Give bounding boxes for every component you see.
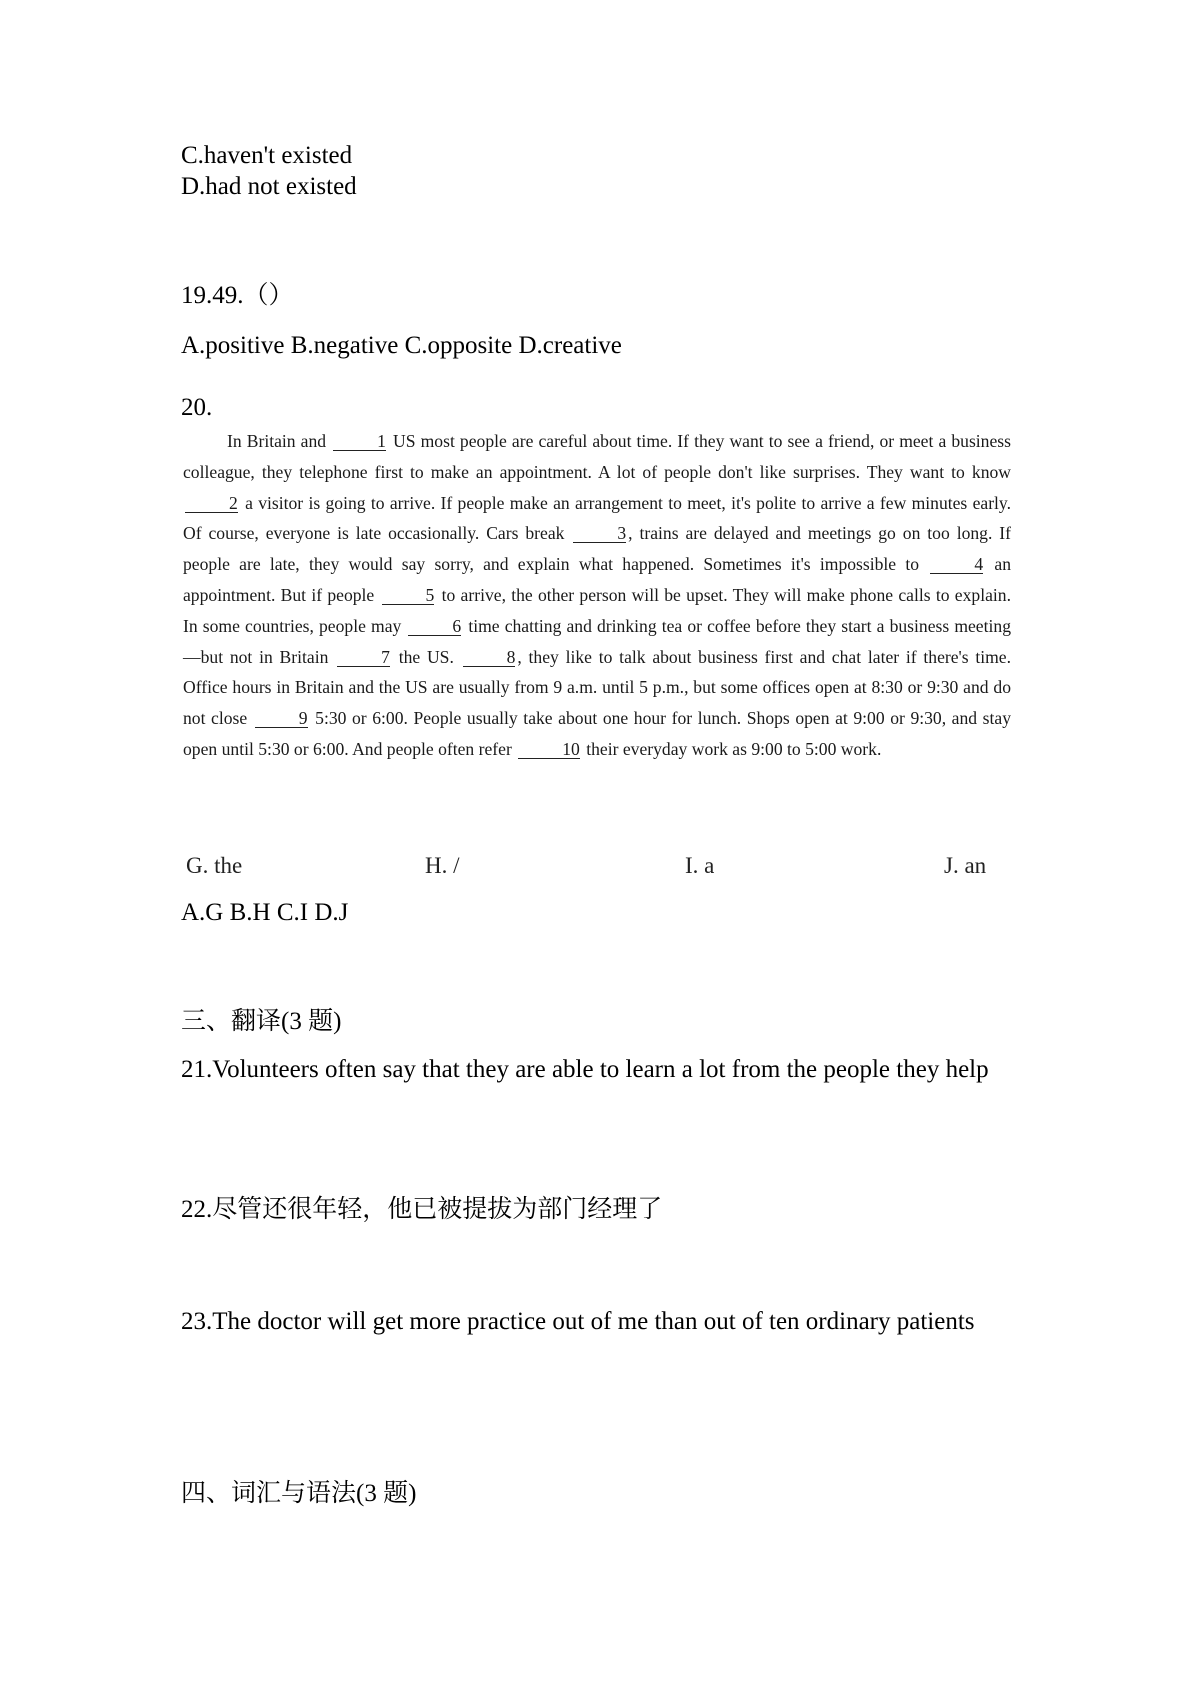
passage-segment: an appointment. But if people [183, 554, 1011, 605]
q21-text: 21.Volunteers often say that they are able to learn a lot from the people they help [181, 1056, 989, 1083]
passage-segment: time chatting and drinking tea or coffee before they start a business meeting—but not in Britain [183, 615, 1011, 667]
cloze-blank-7: 7 [337, 648, 390, 667]
passage-segment: US most people are careful about time. If they want to see a friend, or meet a business colleague, they telephone first to make an appointment. A lot of people don't like surprises. They want to know [183, 431, 1011, 482]
passage-segment: their everyday work as 9:00 to 5:00 work. [581, 738, 882, 759]
q23-text: 23.The doctor will get more practice out of me than out of ten ordinary patients [181, 1308, 975, 1335]
cloze-blank-5: 5 [382, 586, 435, 605]
passage-segment: a visitor is going to arrive. If people make an arrangement to meet, it's polite to arrive a few minutes early. Of course, everyone is late occasionally. Cars break [183, 492, 1011, 544]
cloze-blank-4: 4 [930, 555, 983, 574]
cloze-blank-3: 3 [573, 524, 626, 543]
passage-segment: to arrive, the other person will be upset. They will make phone calls to explain. In some countries, people may [183, 584, 1011, 636]
passage-segment: 5:30 or 6:00. People usually take about one hour for lunch. Shops open at 9:00 or 9:30, and stay open until 5:30 or 6:00. And people often refer [183, 708, 1011, 759]
passage-segment: the US. [391, 646, 461, 667]
cloze-passage-text [183, 426, 1011, 765]
cloze-blank-1: 1 [333, 432, 386, 451]
section3-heading: 三、翻译(3 题) [181, 1008, 342, 1035]
passage-segment: In Britain and [227, 431, 332, 451]
cloze-blank-2: 2 [185, 494, 238, 513]
choice-g: G. the [186, 853, 243, 878]
cloze-passage-image [183, 426, 1011, 765]
cloze-blank-10: 10 [518, 740, 580, 759]
choice-h: H. / [425, 853, 460, 878]
cloze-blank-9: 9 [255, 709, 308, 728]
passage-segment: , they like to talk about business first and chat later if there's time. Office hours in Britain and the US are usually from 9 a.m. until 5 p.m., but some offices open at 8:30 or 9:30 and do not close [183, 646, 1011, 729]
q19-stem: 19.49.（） [181, 282, 294, 309]
q19-options: A.positive B.negative C.opposite D.creative [181, 332, 622, 359]
choice-i: I. a [685, 853, 715, 878]
q20-answer-options: A.G B.H C.I D.J [181, 899, 349, 926]
cloze-choices-row [186, 853, 1006, 885]
q18-option-d: D.had not existed [181, 173, 357, 200]
cloze-blank-8: 8 [463, 648, 516, 667]
q18-option-c: C.haven't existed [181, 142, 353, 169]
passage-segment: , trains are delayed and meetings go on too long. If people are late, they would say sorry, and explain what happened. Sometimes it's impossible to [183, 523, 1012, 575]
section4-heading: 四、词汇与语法(3 题) [181, 1480, 417, 1507]
cloze-blank-6: 6 [408, 617, 461, 636]
choice-j: J. an [944, 853, 987, 878]
q20-number: 20. [181, 394, 213, 421]
q22-text: 22.尽管还很年轻，他已被提拔为部门经理了 [181, 1196, 663, 1223]
